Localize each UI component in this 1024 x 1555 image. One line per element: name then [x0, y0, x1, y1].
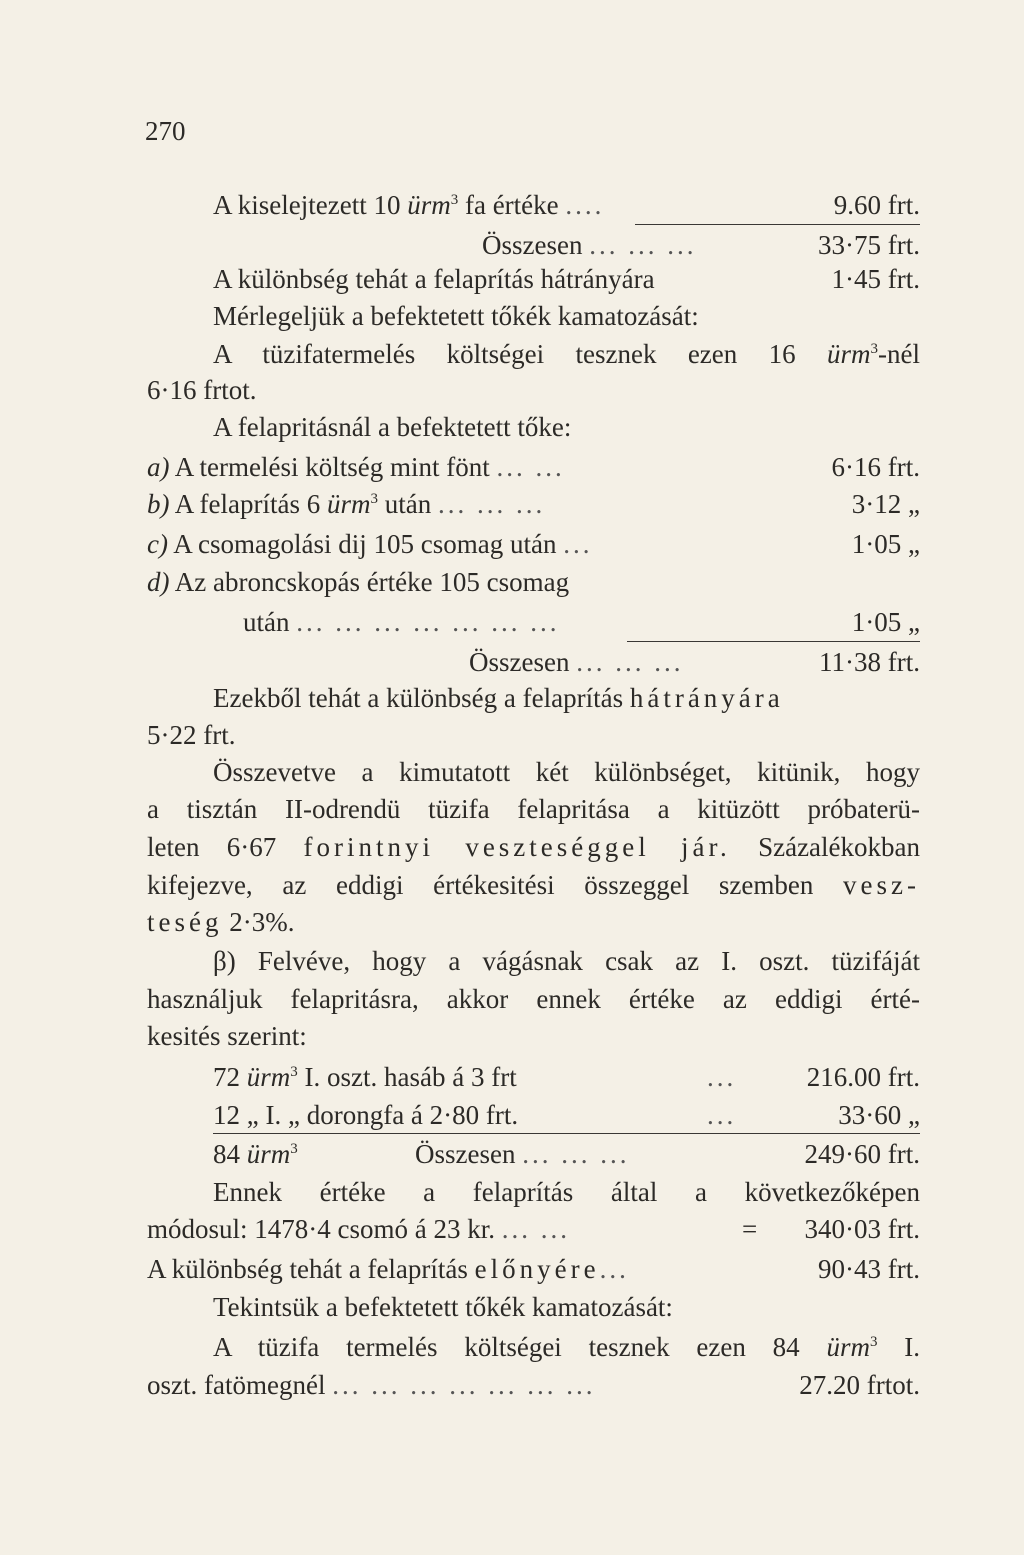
line-13: Összesen ... ... ... 11·38 frt.: [469, 647, 920, 677]
sum-rule-3: [213, 1133, 920, 1134]
line-9: b) A felaprítás 6 ürm$^3$ után ... ... ... 3·12 „: [147, 489, 920, 519]
line-19: kifejezve, az eddigi értékesitési összeggel szemben vesz-: [147, 870, 920, 900]
line-20: teség 2·3%.: [147, 907, 295, 937]
sum-rule-2: [627, 641, 920, 642]
line-14: Ezekből tehát a különbség a felaprítás hátrányára: [213, 683, 784, 713]
line-2: Összesen ... ... ... 33·75 frt.: [482, 230, 920, 260]
line-4: Mérlegeljük a befektetett tőkék kamatozását:: [213, 301, 699, 331]
line-11: d) Az abroncskopás értéke 105 csomag: [147, 567, 570, 597]
line-7: A felapritásnál a befektetett tőke:: [213, 412, 572, 442]
line-26: 84 ürm$^3$ Összesen ... ... ... 249·60 frt.: [213, 1139, 920, 1169]
line-22: használjuk felapritásra, akkor ennek értéke az eddigi érté-: [147, 984, 920, 1014]
line-27: Ennek értéke a felaprítás által a következőképen: [213, 1177, 920, 1207]
sum-rule-1: [635, 224, 920, 225]
line-15: 5·22 frt.: [147, 720, 236, 750]
line-29: A különbség tehát a felaprítás előnyére... 90·43 frt.: [147, 1254, 920, 1284]
line-1: A kiselejtezett 10 ürm$^3$ fa értéke .... 9.60 frt.: [213, 190, 920, 220]
line-12: után ... ... ... ... ... ... ... 1·05 „: [243, 607, 920, 637]
line-23: kesités szerint:: [147, 1021, 307, 1051]
line-31: A tüzifa termelés költségei tesznek ezen 84 ürm$^3$ I.: [213, 1332, 920, 1362]
line-10: c) A csomagolási dij 105 csomag után ... 1·05 „: [147, 529, 920, 559]
line-25: 12 „ I. „ dorongfa á 2·80 frt. ... 33·60 „: [213, 1100, 920, 1130]
line-8: a) A termelési költség mint fönt ... ... 6·16 frt.: [147, 452, 920, 482]
line-6: 6·16 frtot.: [147, 375, 257, 405]
page-number: 270: [145, 116, 186, 146]
line-5: A tüzifatermelés költségei tesznek ezen 16 ürm$^3$-nél: [213, 339, 920, 369]
line-16: Összevetve a kimutatott két különbséget, kitünik, hogy: [213, 757, 920, 787]
line-17: a tisztán II-odrendü tüzifa felapritása a kitüzött próbaterü-: [147, 794, 920, 824]
line-24: 72 ürm$^3$ I. oszt. hasáb á 3 frt ... 216.00 frt.: [213, 1062, 920, 1092]
line-18: leten 6·67 forintnyi veszteséggel jár. Százalékokban: [147, 832, 921, 862]
line-3: A különbség tehát a felaprítás hátrányára 1·45 frt.: [213, 264, 920, 294]
line-30: Tekintsük a befektetett tőkék kamatozását:: [213, 1292, 673, 1322]
line-32: oszt. fatömegnél ... ... ... ... ... ... ... 27.20 frtot.: [147, 1370, 920, 1400]
line-21: β) Felvéve, hogy a vágásnak csak az I. oszt. tüzifáját: [213, 946, 920, 976]
line-28: módosul: 1478·4 csomó á 23 kr. ... ... = 340·03 frt.: [147, 1214, 920, 1244]
